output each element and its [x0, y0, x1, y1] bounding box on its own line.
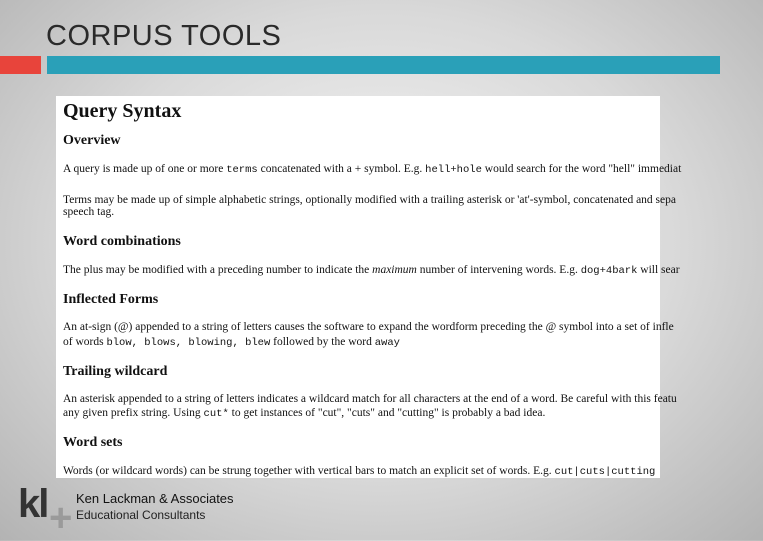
slide-title: CORPUS TOOLS [46, 20, 282, 52]
overview-line-2: Terms may be made up of simple alphabetic strings, optionally modified with a trailing asterisk or 'at'-symbol, concatenated and sepa [63, 194, 676, 206]
inflected-forms-line-1: An at-sign (@) appended to a string of letters causes the software to expand the wordform preceding the @ symbol into a set of infle [63, 321, 674, 333]
overview-line-3: speech tag. [63, 206, 115, 218]
company-name: Ken Lackman & Associates [76, 491, 234, 506]
section-title-overview: Overview [63, 133, 121, 148]
doc-heading: Query Syntax [63, 100, 182, 122]
company-tagline: Educational Consultants [76, 508, 206, 522]
logo-letters: kl [18, 482, 48, 526]
section-title-trailing-wildcard: Trailing wildcard [63, 364, 168, 379]
word-combinations-line-1: The plus may be modified with a preceding number to indicate the maximum number of intervening words. E.g. dog+4bark will sear [63, 264, 680, 277]
company-logo [18, 482, 74, 540]
section-title-word-sets: Word sets [63, 435, 123, 450]
trailing-wildcard-line-2: any given prefix string. Using cut* to get instances of "cut", "cuts" and "cutting" is probably a bad idea. [63, 407, 546, 420]
query-syntax-screenshot [56, 96, 682, 478]
word-sets-line-1: Words (or wildcard words) can be strung together with vertical bars to match an explicit set of words. E.g. cut|cuts|cutting [63, 465, 656, 478]
inflected-forms-line-2: of words blow, blows, blowing, blew followed by the word away [63, 336, 400, 349]
trailing-wildcard-line-1: An asterisk appended to a string of letters indicates a wildcard match for all characters at the end of a word. Be careful with this featu [63, 393, 677, 405]
section-title-word-combinations: Word combinations [63, 234, 181, 249]
accent-bar-teal [47, 56, 720, 74]
plus-icon: + [49, 496, 73, 540]
accent-bar-red [0, 56, 41, 74]
section-title-inflected-forms: Inflected Forms [63, 292, 159, 307]
overview-line-1: A query is made up of one or more terms concatenated with a + symbol. E.g. hell+hole would search for the word "hell" immediat [63, 163, 682, 176]
